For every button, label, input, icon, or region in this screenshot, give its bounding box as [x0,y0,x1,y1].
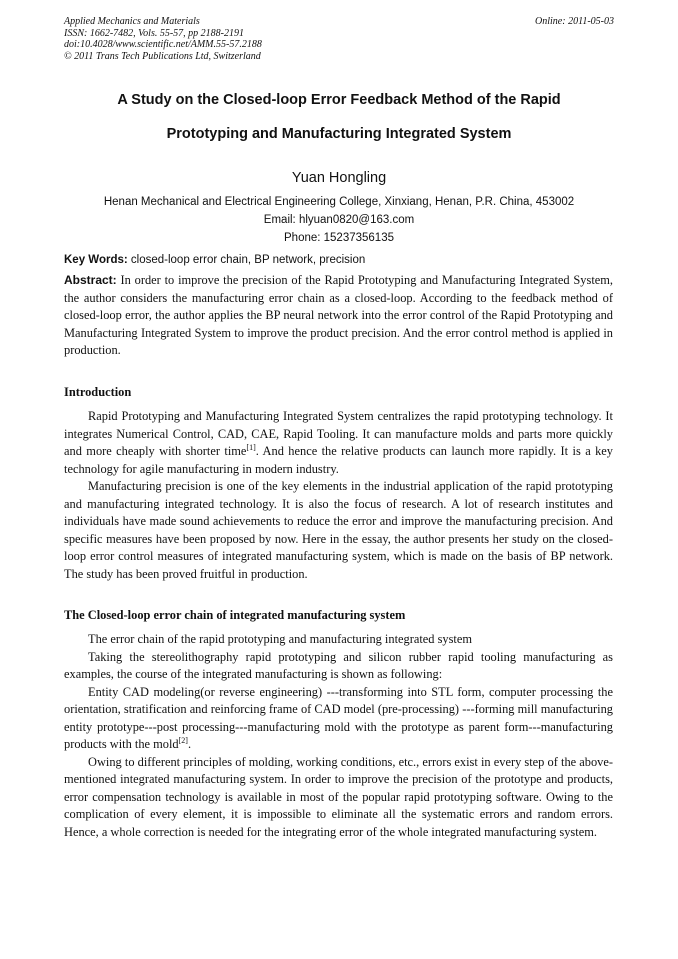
keywords [64,254,365,266]
s2-p3-text-a: Entity CAD modeling(or reverse engineering) ---transforming into STL form, computer processing the orientation, stratification and reinforcing frame of CAD model (pre-processing) ---forming mill manufacturing entity prototype---post processing---manufacturing mold with the prototype as parent form---manufacturing products with the mold [64,684,613,751]
paper-title-line-2: Prototyping and Manufacturing Integrated System [166,126,512,142]
intro-p1-text-b: . And hence the relative products can launch more rapidly. It is a key technology for agile manufacturing in modern industry. [64,444,613,476]
section-2-heading: The Closed-loop error chain of integrated manufacturing system [64,608,406,622]
abstract-label: Abstract: [64,273,117,287]
section-2-paragraph-4: Owing to different principles of molding, working conditions, etc., errors exist in every step of the above-mentioned integrated manufacturing system. In order to improve the precision of the prototype and products, error compensation technology is available in most of the popular rapid prototyping software. Owing to the complication of every element, it is impossible to eliminate all the systematic errors and random errors. Hence, a whole correction is needed for the integrating error of the whole integrated manufacturing system. [64,754,613,839]
abstract [64,272,613,360]
introduction-heading: Introduction [64,385,132,399]
intro-paragraph-1 [64,408,613,478]
author-name: Yuan Hongling [291,170,387,186]
intro-p1-text-a: Rapid Prototyping and Manufacturing Integrated System centralizes the rapid prototyping technology. It integrates Numerical Control, CAD, CAE, Rapid Tooling. It can manufacture molds and parts more quickly and more cheaply with shorter time [64,409,613,458]
keywords-text: closed-loop error chain, BP network, precision [130,254,366,266]
doi-line: doi:10.4028/www.scientific.net/AMM.55-57.2188 [64,39,262,50]
paper-title-line-1: A Study on the Closed-loop Error Feedback Method of the Rapid [117,92,561,108]
citation-2: [2] [178,736,188,745]
online-date: Online: 2011-05-03 [535,16,614,27]
affiliation: Henan Mechanical and Electrical Engineering College, Xinxiang, Henan, P.R. China, 453002 [103,196,575,208]
keywords-label: Key Words: [64,254,128,266]
s2-p3-text-b: . [187,737,192,751]
intro-paragraph-2: Manufacturing precision is one of the key elements in the industrial application of the rapid prototyping and manufacturing integrated technology. It is also the focus of research. A lot of research institutes and individuals have made sound achievements to reduce the error and improve the manufacturing precision. And specific measures have been proposed by now. Here in the essay, the author presents her study on the closed-loop error control measures of integrated manufacturing system, which is made on the basis of BP network. The study has been proved fruitful in production. [64,479,613,581]
introduction-body [64,408,613,583]
citation-1: [1] [246,443,256,452]
journal-name: Applied Mechanics and Materials [64,16,200,27]
author-email: Email: hlyuan0820@163.com [263,214,415,226]
issn-line: ISSN: 1662-7482, Vols. 55-57, pp 2188-2191 [64,27,244,39]
section-2-paragraph-3 [64,684,613,754]
section-2-paragraph-1: The error chain of the rapid prototyping and manufacturing integrated system [88,632,472,646]
section-2-paragraph-2: Taking the stereolithography rapid prototyping and silicon rubber rapid tooling manufacturing as examples, the course of the integrated manufacturing is shown as following: [64,649,613,681]
journal-header [64,16,262,62]
copyright-line: © 2011 Trans Tech Publications Ltd, Switzerland [64,50,261,62]
abstract-text: In order to improve the precision of the Rapid Prototyping and Manufacturing Integrated System, the author considers the manufacturing error chain as a closed-loop. According to the feedback method of closed-loop error, the author applies the BP neural network into the error control of the Rapid Prototyping and Manufacturing Integrated System to improve the product precision. And the error control method is applied in production. [64,273,613,357]
author-phone: Phone: 15237356135 [284,232,394,244]
section-2-body [64,631,613,841]
